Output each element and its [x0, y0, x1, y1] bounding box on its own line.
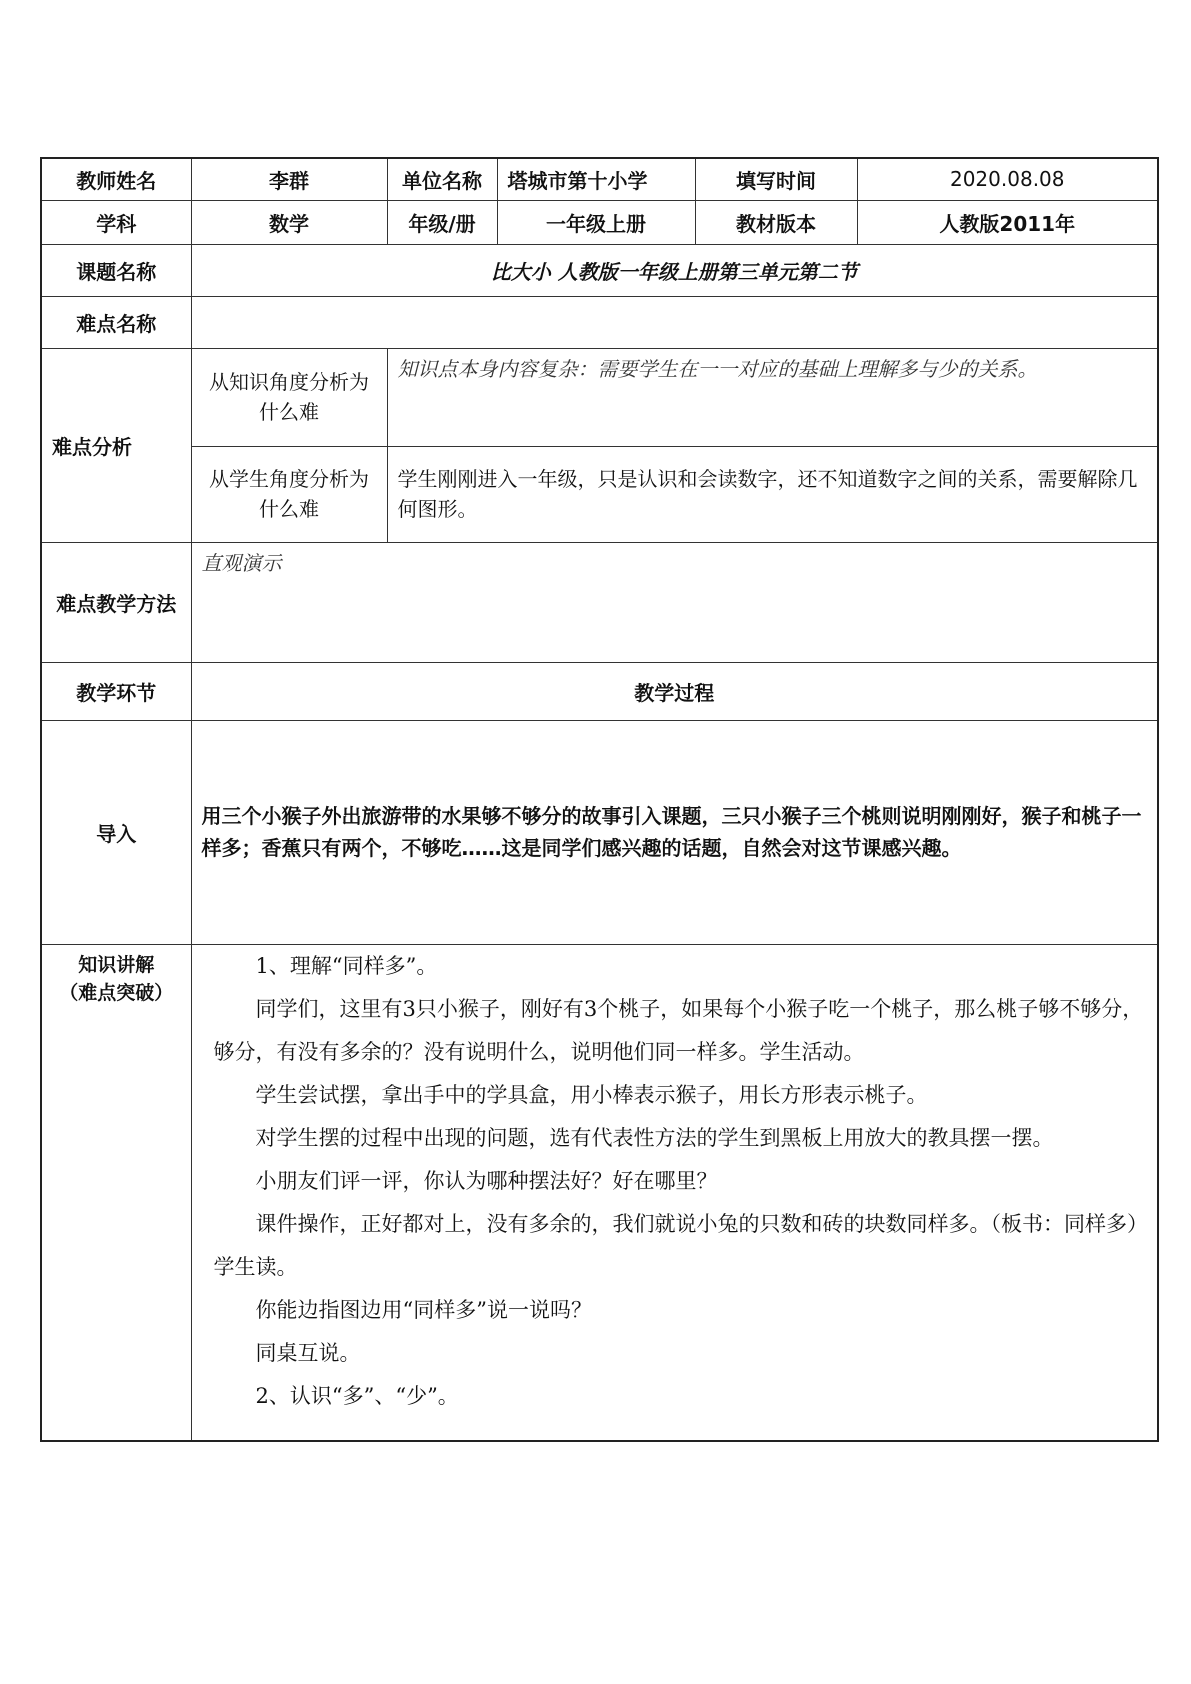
topic-value: 比大小 人教版一年级上册第三单元第二节 [191, 244, 1158, 296]
teacher-label: 教师姓名 [41, 158, 191, 200]
lecture-paragraph: 1、理解“同样多”。 [255, 953, 438, 978]
difficulty-row [41, 296, 1158, 348]
method-row [41, 542, 1158, 662]
date-value: 2020.08.08 [857, 158, 1158, 200]
date-label: 填写时间 [695, 158, 857, 200]
process-stage-label: 教学环节 [41, 662, 191, 720]
lecture-label-line2: （难点突破） [59, 981, 174, 1004]
lecture-paragraph: 你能边指图边用“同样多”说一说吗？ [255, 1297, 592, 1322]
lecture-label-line1: 知识讲解 [78, 953, 155, 976]
unit-label: 单位名称 [387, 158, 497, 200]
header-row-2 [41, 200, 1158, 244]
knowledge-angle-label: 从知识角度分析为什么难 [191, 348, 387, 446]
lecture-paragraph: 学生尝试摆，拿出手中的学具盒，用小棒表示猴子，用长方形表示桃子。 [255, 1082, 928, 1107]
lecture-paragraph: 对学生摆的过程中出现的问题，选有代表性方法的学生到黑板上用放大的教具摆一摆。 [255, 1125, 1054, 1150]
unit-value: 塔城市第十小学 [497, 158, 695, 200]
method-label: 难点教学方法 [41, 542, 191, 662]
intro-row [41, 720, 1158, 944]
student-angle-text: 学生刚刚进入一年级，只是认识和会读数字，还不知道数字之间的关系，需要解除几何图形。 [387, 446, 1158, 542]
lecture-paragraph: 小朋友们评一评，你认为哪种摆法好？好在哪里？ [255, 1168, 718, 1193]
intro-label: 导入 [41, 720, 191, 944]
lecture-label [41, 944, 191, 1441]
lecture-paragraph: 同学们，这里有3只小猴子，刚好有3个桃子，如果每个小猴子吃一个桃子，那么桃子够不够分，够分，有没有多余的？没有说明什么，说明他们同一样多。学生活动。 [213, 996, 1144, 1064]
knowledge-angle-text: 知识点本身内容复杂：需要学生在一一对应的基础上理解多与少的关系。 [387, 348, 1158, 446]
subject-label: 学科 [41, 200, 191, 244]
analysis-row-knowledge [41, 348, 1158, 446]
grade-label: 年级/册 [387, 200, 497, 244]
process-header-value: 教学过程 [191, 662, 1158, 720]
lecture-paragraph: 2、认识“多”、“少”。 [255, 1383, 459, 1408]
edition-label: 教材版本 [695, 200, 857, 244]
grade-value: 一年级上册 [497, 200, 695, 244]
lesson-plan-table [40, 157, 1159, 1442]
method-value: 直观演示 [191, 542, 1158, 662]
difficulty-label: 难点名称 [41, 296, 191, 348]
topic-label: 课题名称 [41, 244, 191, 296]
header-row-1 [41, 158, 1158, 200]
edition-value: 人教版2011年 [857, 200, 1158, 244]
student-angle-label: 从学生角度分析为什么难 [191, 446, 387, 542]
intro-text: 用三个小猴子外出旅游带的水果够不够分的故事引入课题，三只小猴子三个桃则说明刚刚好，猴子和桃子一样多；香蕉只有两个，不够吃……这是同学们感兴趣的话题，自然会对这节课感兴趣。 [191, 720, 1158, 944]
lecture-paragraph: 课件操作，正好都对上，没有多余的，我们就说小兔的只数和砖的块数同样多。（板书：同样多）学生读。 [213, 1211, 1138, 1279]
process-header-row [41, 662, 1158, 720]
lecture-paragraph: 同桌互说。 [255, 1340, 361, 1365]
topic-row [41, 244, 1158, 296]
analysis-label: 难点分析 [41, 348, 191, 542]
subject-value: 数学 [191, 200, 387, 244]
lecture-row [41, 944, 1158, 1441]
analysis-row-student [41, 446, 1158, 542]
difficulty-value [191, 296, 1158, 348]
teacher-value: 李群 [191, 158, 387, 200]
lecture-content [191, 944, 1158, 1441]
